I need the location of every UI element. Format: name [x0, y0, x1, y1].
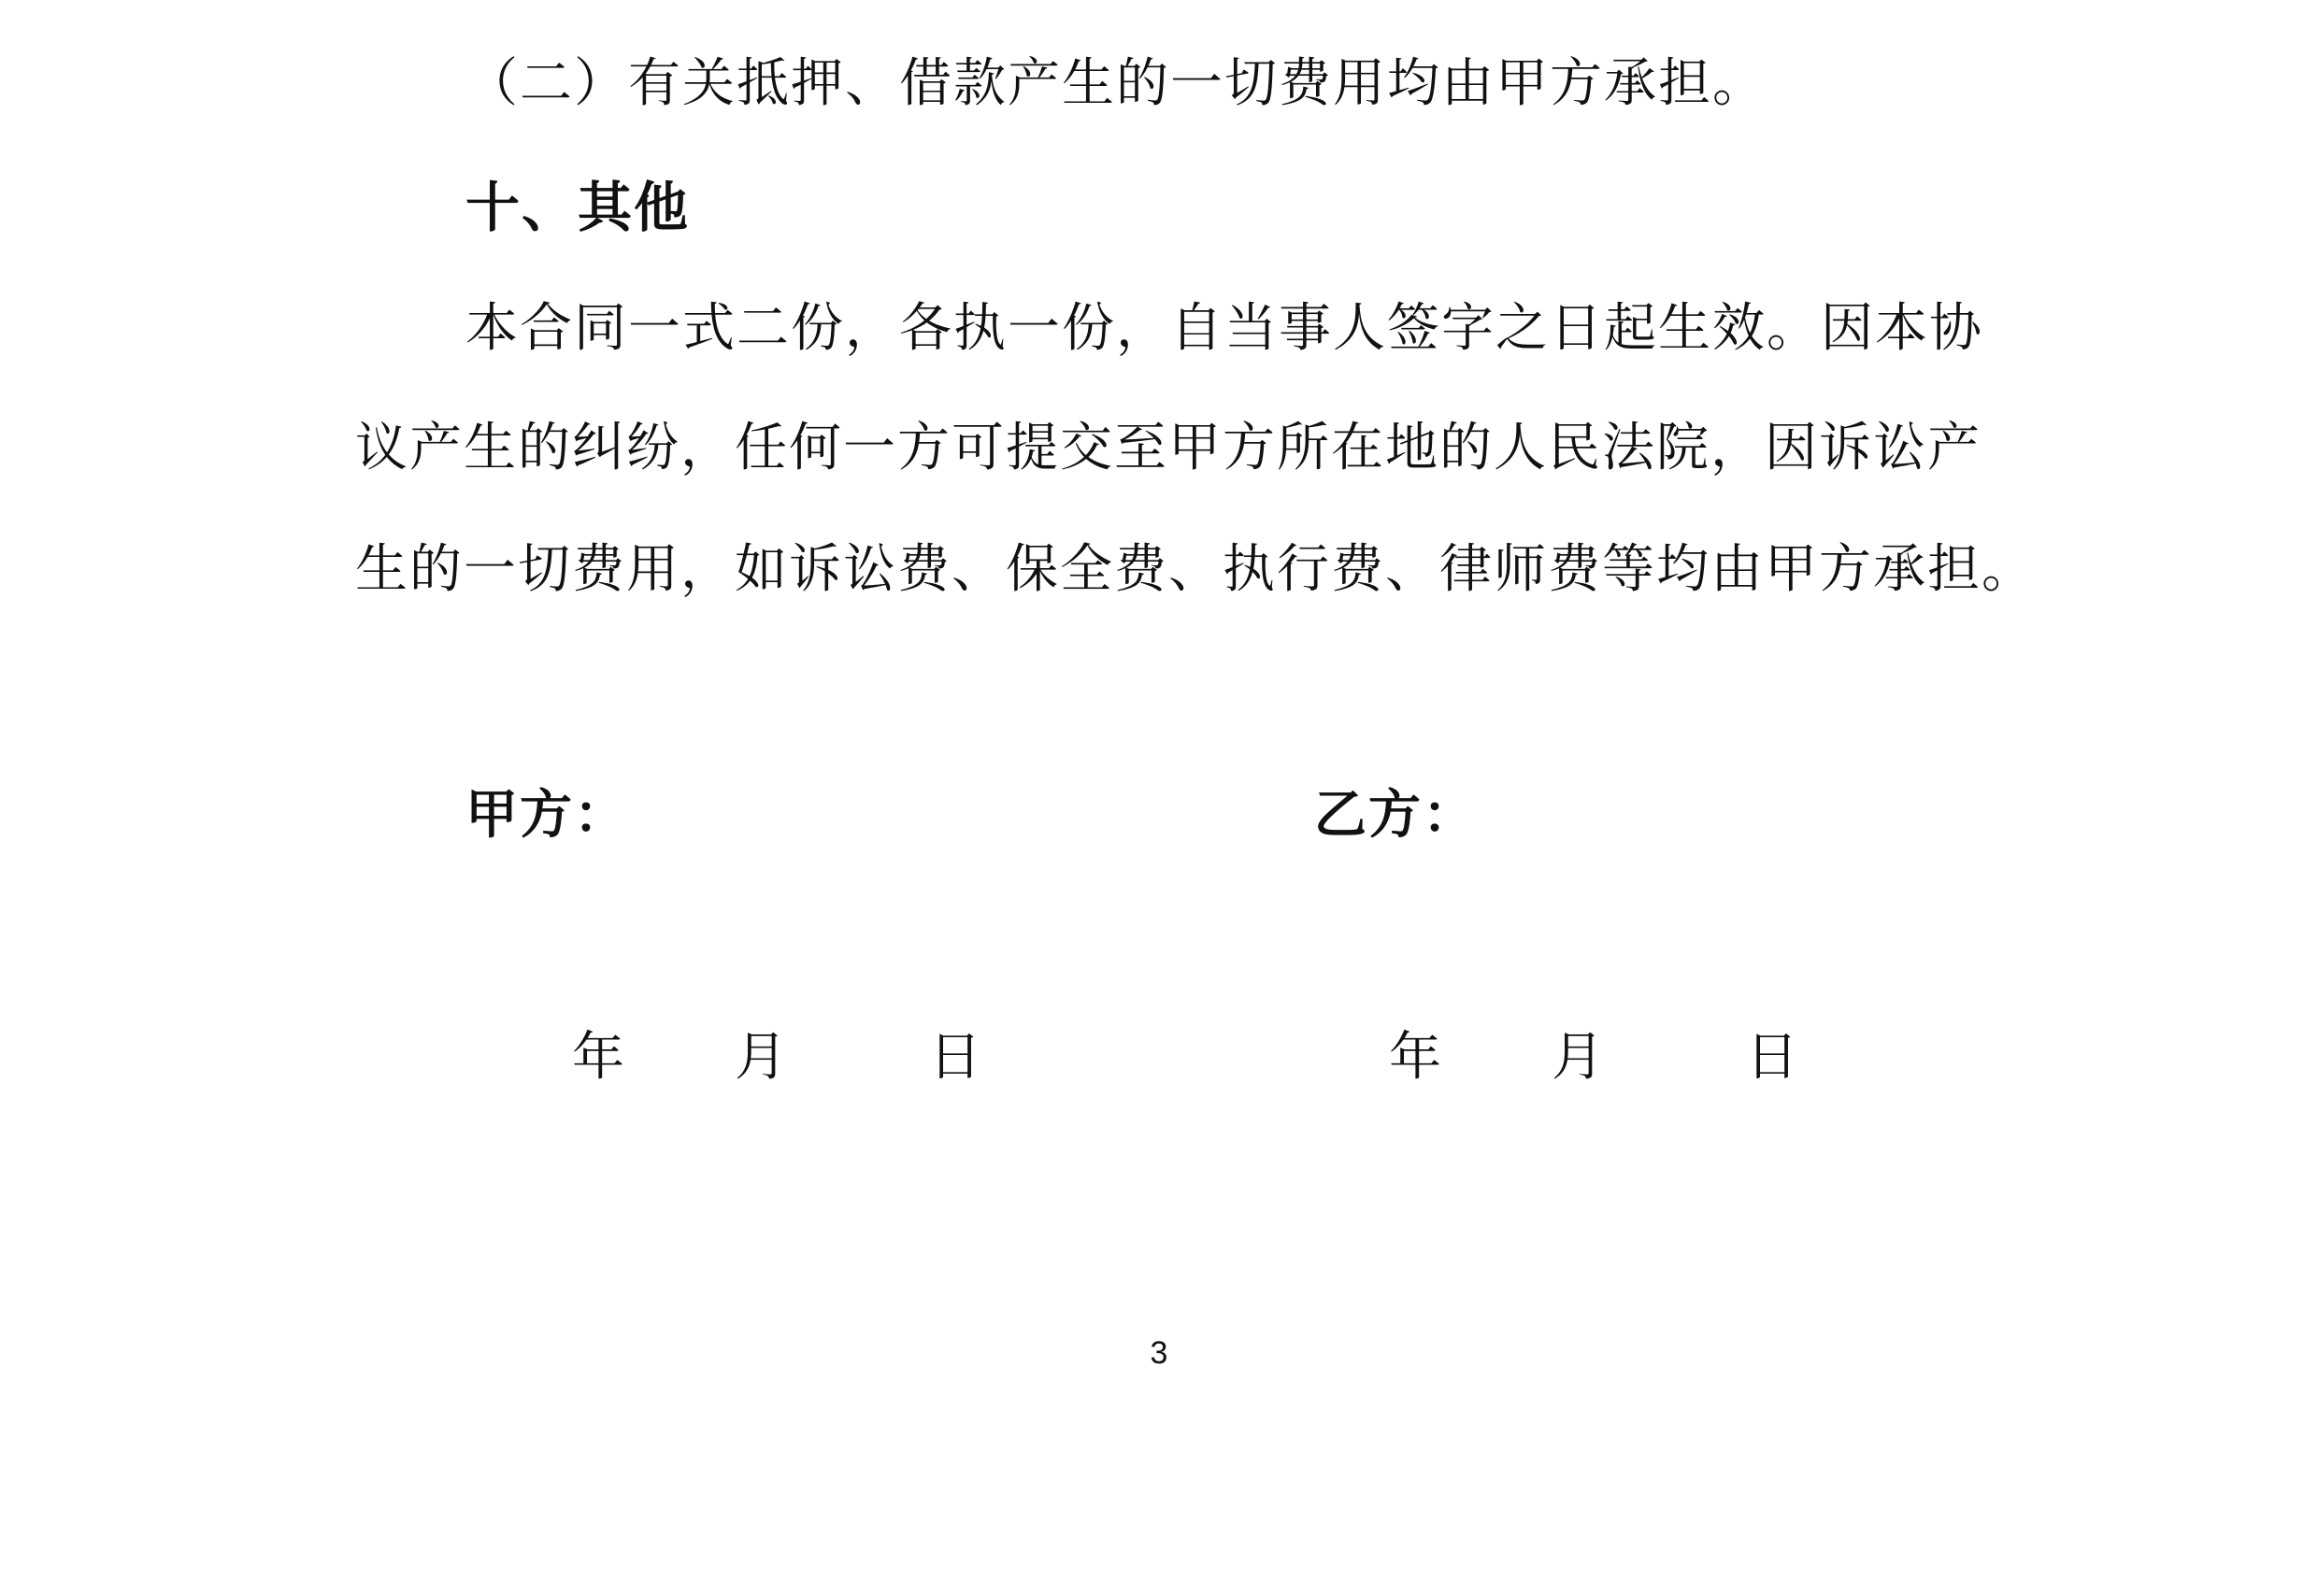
party-b-year-label: 年	[1389, 1027, 1441, 1088]
party-b-day-label: 日	[1746, 1027, 1798, 1088]
section-heading: 十、其他	[465, 176, 691, 239]
clause-two-text: （二）有关抵押、借款产生的一切费用均由甲方承担。	[465, 53, 1767, 114]
paragraph-line-1: 本合同一式二份，各执一份，自当事人签字之日起生效。因本协	[465, 298, 1983, 359]
party-b-label: 乙方：	[1314, 784, 1477, 846]
party-a-month-label: 月	[735, 1027, 787, 1088]
paragraph-line-3: 生的一切费用，如诉讼费、保全费、执行费、律师费等均由甲方承担。	[355, 539, 2036, 600]
party-a-day-label: 日	[929, 1027, 981, 1088]
party-a-label: 甲方：	[465, 784, 628, 846]
paragraph-line-2: 议产生的纠纷，任何一方可提交至甲方所在地的人民法院，因诉讼产	[355, 418, 1982, 478]
party-b-month-label: 月	[1552, 1027, 1604, 1088]
party-a-year-label: 年	[572, 1027, 624, 1088]
page-number: 3	[1150, 1335, 1168, 1371]
